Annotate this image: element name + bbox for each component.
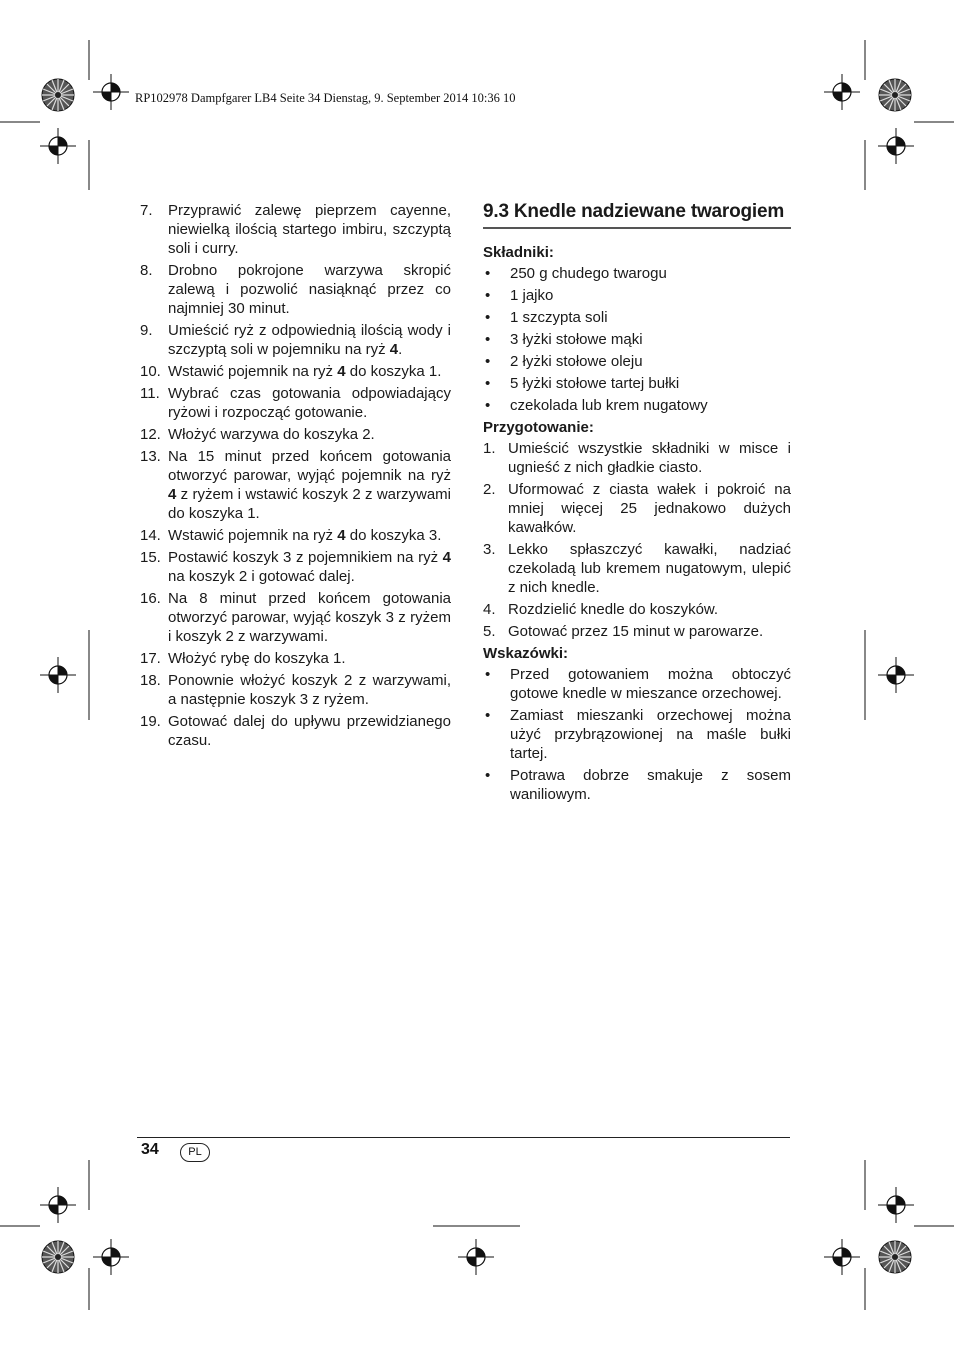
list-item xyxy=(483,540,791,597)
step-text-part: do koszyka 1. xyxy=(345,363,442,380)
bullet-icon: • xyxy=(485,397,491,414)
ingredient-text: czekolada lub krem nugatowy xyxy=(510,397,708,414)
list-item xyxy=(140,447,451,523)
list-item xyxy=(140,362,451,381)
part-number: 4 xyxy=(337,363,346,380)
bullet-icon: • xyxy=(485,666,491,683)
step-text-part: . xyxy=(398,341,403,358)
tip-text: Przed gotowaniem można obtoczyć gotowe knedle w mieszance orzechowej. xyxy=(510,666,791,702)
list-item xyxy=(483,286,791,305)
step-number: 8. xyxy=(140,262,153,279)
tips-heading: Wskazówki: xyxy=(483,645,569,662)
list-item xyxy=(140,321,451,359)
bullet-icon: • xyxy=(485,375,491,392)
step-text xyxy=(168,362,451,381)
step-text: Ponownie włożyć koszyk 2 z warzywami, a następnie koszyk 3 z ryżem. xyxy=(168,672,451,708)
bullet-icon: • xyxy=(485,707,491,724)
part-number: 4 xyxy=(168,486,177,503)
step-text: Gotować dalej do upływu przewidzianego czasu. xyxy=(168,713,451,749)
step-number: 18. xyxy=(140,672,161,689)
ingredient-text: 3 łyżki stołowe mąki xyxy=(510,331,643,348)
list-item xyxy=(483,330,791,349)
language-badge: PL xyxy=(180,1143,210,1162)
step-number: 11. xyxy=(140,385,160,402)
bullet-icon: • xyxy=(485,309,491,326)
bullet-icon: • xyxy=(485,767,491,784)
step-number: 15. xyxy=(140,549,161,566)
step-number: 10. xyxy=(140,363,161,380)
ingredient-text: 2 łyżki stołowe oleju xyxy=(510,353,643,370)
step-number: 14. xyxy=(140,527,161,544)
list-item xyxy=(483,706,791,763)
step-number: 2. xyxy=(483,481,496,498)
step-text: Drobno pokrojone warzywa skropić zalewą i pozwolić nasiąknąć przez co najmniej 30 minut. xyxy=(168,262,451,317)
list-item xyxy=(483,396,791,415)
step-text: Uformować z ciasta wałek i pokroić na mniej więcej 25 jednakowo dużych kawałków. xyxy=(508,481,791,536)
list-item xyxy=(483,439,791,477)
list-item xyxy=(483,308,791,327)
preparation-heading: Przygotowanie: xyxy=(483,419,594,436)
step-text: Rozdzielić knedle do koszyków. xyxy=(508,601,719,618)
step-number: 12. xyxy=(140,426,161,443)
list-item xyxy=(483,766,791,804)
ingredients-heading: Składniki: xyxy=(483,244,554,261)
list-item xyxy=(483,665,791,703)
list-item xyxy=(140,649,451,668)
ingredient-text: 1 szczypta soli xyxy=(510,309,608,326)
step-text-part: Wstawić pojemnik na ryż xyxy=(168,363,338,380)
footer-rule xyxy=(137,1137,790,1138)
left-column xyxy=(140,201,451,753)
list-item xyxy=(140,589,451,646)
section-title: 9.3 Knedle nadziewane twarogiem xyxy=(483,200,791,229)
tip-text: Potrawa dobrze smakuje z sosem waniliowym. xyxy=(510,767,791,803)
part-number: 4 xyxy=(389,341,399,358)
list-item xyxy=(483,480,791,537)
bullet-icon: • xyxy=(485,331,491,348)
step-number: 7. xyxy=(140,202,153,219)
step-text xyxy=(168,548,451,586)
bullet-icon: • xyxy=(485,265,491,282)
ingredient-text: 5 łyżki stołowe tartej bułki xyxy=(510,375,680,392)
step-number: 13. xyxy=(140,448,161,465)
step-text-part: na koszyk 2 i gotować dalej. xyxy=(168,568,355,585)
step-number: 1. xyxy=(483,440,496,457)
step-text-part: Postawić koszyk 3 z pojemnikiem na ryż xyxy=(168,549,443,566)
step-number: 17. xyxy=(140,650,161,667)
part-number: 4 xyxy=(337,527,346,544)
step-text xyxy=(168,447,451,523)
list-item xyxy=(483,374,791,393)
ingredient-text: 1 jajko xyxy=(510,287,554,304)
list-item xyxy=(140,425,451,444)
bullet-icon: • xyxy=(485,353,491,370)
right-column xyxy=(483,200,791,807)
step-number: 16. xyxy=(140,590,161,607)
step-number: 4. xyxy=(483,601,496,618)
step-text: Przyprawić zalewę pieprzem cayenne, niewielką ilością startego imbiru, szczyptą soli i curry. xyxy=(168,202,451,257)
step-number: 3. xyxy=(483,541,496,558)
list-item xyxy=(483,622,791,641)
print-header: RP102978 Dampfgarer LB4 Seite 34 Dienstag, 9. September 2014 10:36 10 xyxy=(135,91,516,105)
step-text: Lekko spłaszczyć kawałki, nadziać czekoladą lub kremem nugatowym, ulepić z nich knedle. xyxy=(508,541,791,596)
list-item xyxy=(140,548,451,586)
tips-list xyxy=(483,665,791,804)
step-text xyxy=(168,526,451,545)
preparation-list xyxy=(483,439,791,641)
step-number: 9. xyxy=(140,322,153,339)
step-number: 5. xyxy=(483,623,496,640)
list-item xyxy=(483,352,791,371)
list-item xyxy=(483,264,791,283)
ingredients-list xyxy=(483,264,791,415)
list-item xyxy=(140,671,451,709)
page-number: 34 xyxy=(141,1141,159,1158)
list-item xyxy=(140,526,451,545)
step-text: Włożyć rybę do koszyka 1. xyxy=(168,650,346,667)
step-text: Wybrać czas gotowania odpowiadający ryżowi i rozpocząć gotowanie. xyxy=(168,385,451,421)
ingredient-text: 250 g chudego twarogu xyxy=(510,265,667,282)
part-number: 4 xyxy=(442,549,451,566)
step-text xyxy=(168,321,451,359)
step-text-part: Wstawić pojemnik na ryż xyxy=(168,527,338,544)
step-text-part: Umieścić ryż z odpowiednią ilością wody i szczyptą soli w pojemniku na ryż xyxy=(168,322,451,358)
step-text: Gotować przez 15 minut w parowarze. xyxy=(508,623,764,640)
step-text: Na 8 minut przed końcem gotowania otworzyć parowar, wyjąć koszyk 3 z ryżem i koszyk 2 z warzywami. xyxy=(168,590,451,645)
step-text-part: z ryżem i wstawić koszyk 2 z warzywami do koszyka 1. xyxy=(168,486,451,522)
step-text: Umieścić wszystkie składniki w misce i ugnieść z nich gładkie ciasto. xyxy=(508,440,791,476)
list-item xyxy=(140,261,451,318)
bullet-icon: • xyxy=(485,287,491,304)
list-item xyxy=(140,712,451,750)
step-number: 19. xyxy=(140,713,161,730)
list-item xyxy=(140,384,451,422)
step-text: Włożyć warzywa do koszyka 2. xyxy=(168,426,375,443)
step-text-part: do koszyka 3. xyxy=(345,527,442,544)
step-text-part: Na 15 minut przed końcem gotowania otworzyć parowar, wyjąć pojemnik na ryż xyxy=(168,448,451,484)
list-item xyxy=(483,600,791,619)
list-item xyxy=(140,201,451,258)
tip-text: Zamiast mieszanki orzechowej można użyć przybrązowionej na maśle bułki tartej. xyxy=(510,707,791,762)
